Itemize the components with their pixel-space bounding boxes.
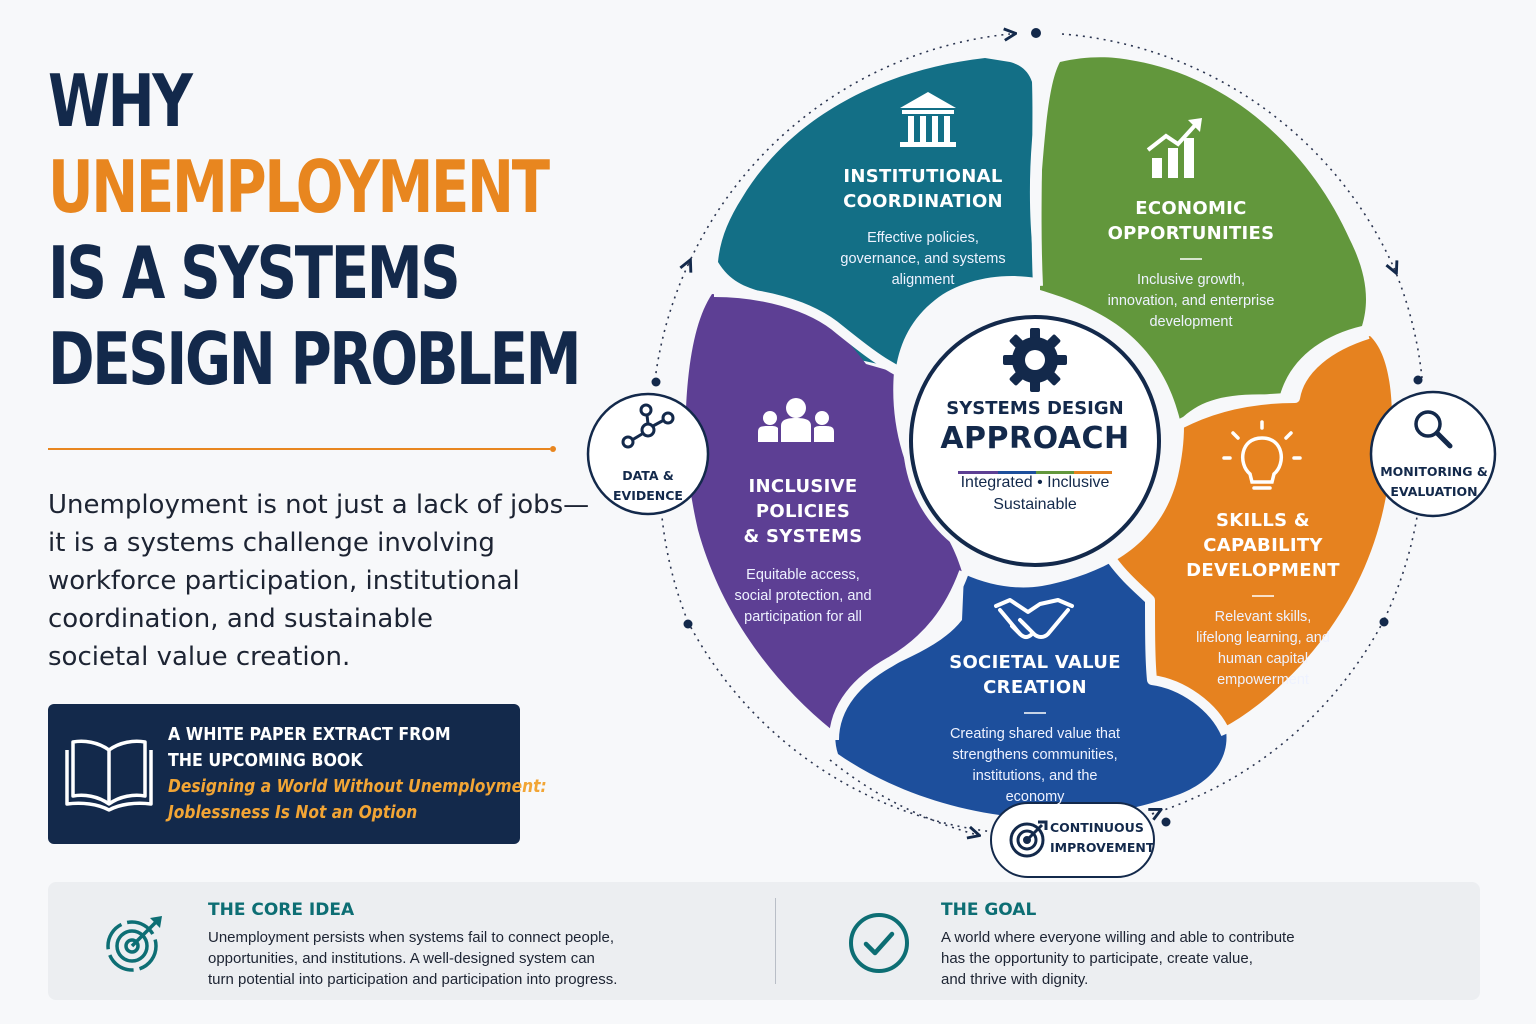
bottom-separator — [775, 898, 776, 984]
book-line-1: A WHITE PAPER EXTRACT FROM — [168, 724, 451, 745]
economic-desc-2: innovation, and enterprise — [1107, 293, 1275, 309]
cycle-dot — [1414, 376, 1423, 385]
book-title-line-1: Designing a World Without Unemployment: — [168, 776, 547, 797]
title-line-3: IS A SYSTEMS — [48, 231, 459, 315]
skills-text — [1160, 508, 1366, 691]
goal-line-1: A world where everyone willing and able to contribute — [941, 929, 1295, 946]
inclusive-text — [706, 474, 900, 628]
center-line-3: Integrated • Inclusive — [960, 474, 1110, 491]
inclusive-desc-2: social protection, and — [734, 588, 872, 604]
book-line-2: THE UPCOMING BOOK — [168, 750, 363, 771]
societal-title-2: CREATION — [983, 677, 1087, 698]
core-idea-heading: THE CORE IDEA — [208, 900, 355, 920]
data-evidence-label — [598, 466, 698, 506]
skills-desc-2: lifelong learning, and — [1196, 630, 1330, 646]
skills-desc-4: empowerment — [1217, 672, 1309, 688]
goal-heading: THE GOAL — [941, 900, 1037, 920]
institutional-desc-3: alignment — [891, 272, 955, 288]
societal-rule — [1024, 712, 1046, 714]
skills-title-1: SKILLS & CAPABILITY — [1203, 510, 1323, 556]
intro-line: workforce participation, institutional — [48, 566, 520, 596]
societal-desc-4: economy — [1005, 789, 1065, 805]
core-idea-section — [208, 900, 617, 990]
core-idea-line-3: turn potential into participation and participation into progress. — [208, 971, 618, 988]
economic-desc-1: Inclusive growth, — [1137, 272, 1245, 288]
monitoring-line-1: MONITORING & — [1380, 464, 1488, 479]
inclusive-title-1: INCLUSIVE POLICIES — [748, 476, 858, 522]
cycle-dot — [1162, 818, 1171, 827]
societal-desc-2: strengthens communities, — [952, 747, 1118, 763]
target-arrow-icon — [104, 912, 168, 976]
cycle-dot — [652, 378, 661, 387]
inclusive-desc-3: participation for all — [744, 609, 862, 625]
cycle-dot — [1380, 618, 1389, 627]
data-evidence-line-2: EVIDENCE — [613, 488, 683, 503]
institutional-text — [818, 164, 1028, 291]
goal-section — [941, 900, 1295, 990]
center-text — [925, 398, 1145, 516]
skills-title-2: DEVELOPMENT — [1186, 560, 1340, 581]
skills-rule — [1252, 595, 1274, 597]
skills-desc-1: Relevant skills, — [1214, 609, 1312, 625]
intro-line: societal value creation. — [48, 642, 351, 672]
check-circle-icon — [846, 910, 912, 976]
monitoring-line-2: EVALUATION — [1390, 484, 1478, 499]
institutional-desc-1: Effective policies, — [867, 230, 979, 246]
economic-rule — [1180, 258, 1202, 260]
institutional-desc-2: governance, and systems — [840, 251, 1006, 267]
core-idea-line-1: Unemployment persists when systems fail to connect people, — [208, 929, 615, 946]
institutional-title-2: COORDINATION — [843, 191, 1003, 212]
skills-desc-3: human capital — [1217, 651, 1309, 667]
economic-text — [1086, 196, 1296, 333]
monitoring-label — [1375, 462, 1493, 502]
societal-desc-3: institutions, and the — [972, 768, 1098, 784]
inclusive-title-2: & SYSTEMS — [743, 526, 863, 547]
societal-desc-1: Creating shared value that — [949, 726, 1121, 742]
economic-title-1: ECONOMIC — [1135, 198, 1247, 219]
core-idea-line-2: opportunities, and institutions. A well-designed system can — [208, 950, 595, 967]
inclusive-desc-1: Equitable access, — [746, 567, 860, 583]
improvement-label — [1050, 818, 1155, 858]
center-line-2: APPROACH — [940, 421, 1130, 456]
societal-text — [930, 650, 1140, 808]
economic-desc-3: development — [1149, 314, 1233, 330]
intro-line: it is a systems challenge involving — [48, 528, 495, 558]
economic-title-2: OPPORTUNITIES — [1107, 223, 1275, 244]
data-evidence-line-1: DATA & — [622, 468, 674, 483]
cycle-dot — [1031, 28, 1041, 38]
center-line-4: Sustainable — [993, 496, 1077, 513]
improvement-line-1: CONTINUOUS — [1050, 820, 1144, 835]
institutional-title-1: INSTITUTIONAL — [843, 166, 1003, 187]
center-line-1: SYSTEMS DESIGN — [946, 398, 1124, 419]
title-line-4: DESIGN PROBLEM — [48, 317, 580, 401]
cycle-dot — [684, 620, 693, 629]
book-title-line-2: Joblessness Is Not an Option — [168, 802, 418, 823]
improvement-line-2: IMPROVEMENT — [1050, 840, 1155, 855]
title-line-1: WHY — [48, 59, 191, 143]
goal-line-3: and thrive with dignity. — [941, 971, 1089, 988]
title-line-2: UNEMPLOYMENT — [48, 145, 548, 229]
bottom-panel — [48, 882, 1480, 1000]
intro-line: Unemployment is not just a lack of jobs— — [48, 490, 590, 520]
intro-line: coordination, and sustainable — [48, 604, 434, 634]
goal-line-2: has the opportunity to participate, create value, — [941, 950, 1253, 967]
societal-title-1: SOCIETAL VALUE — [949, 652, 1121, 673]
